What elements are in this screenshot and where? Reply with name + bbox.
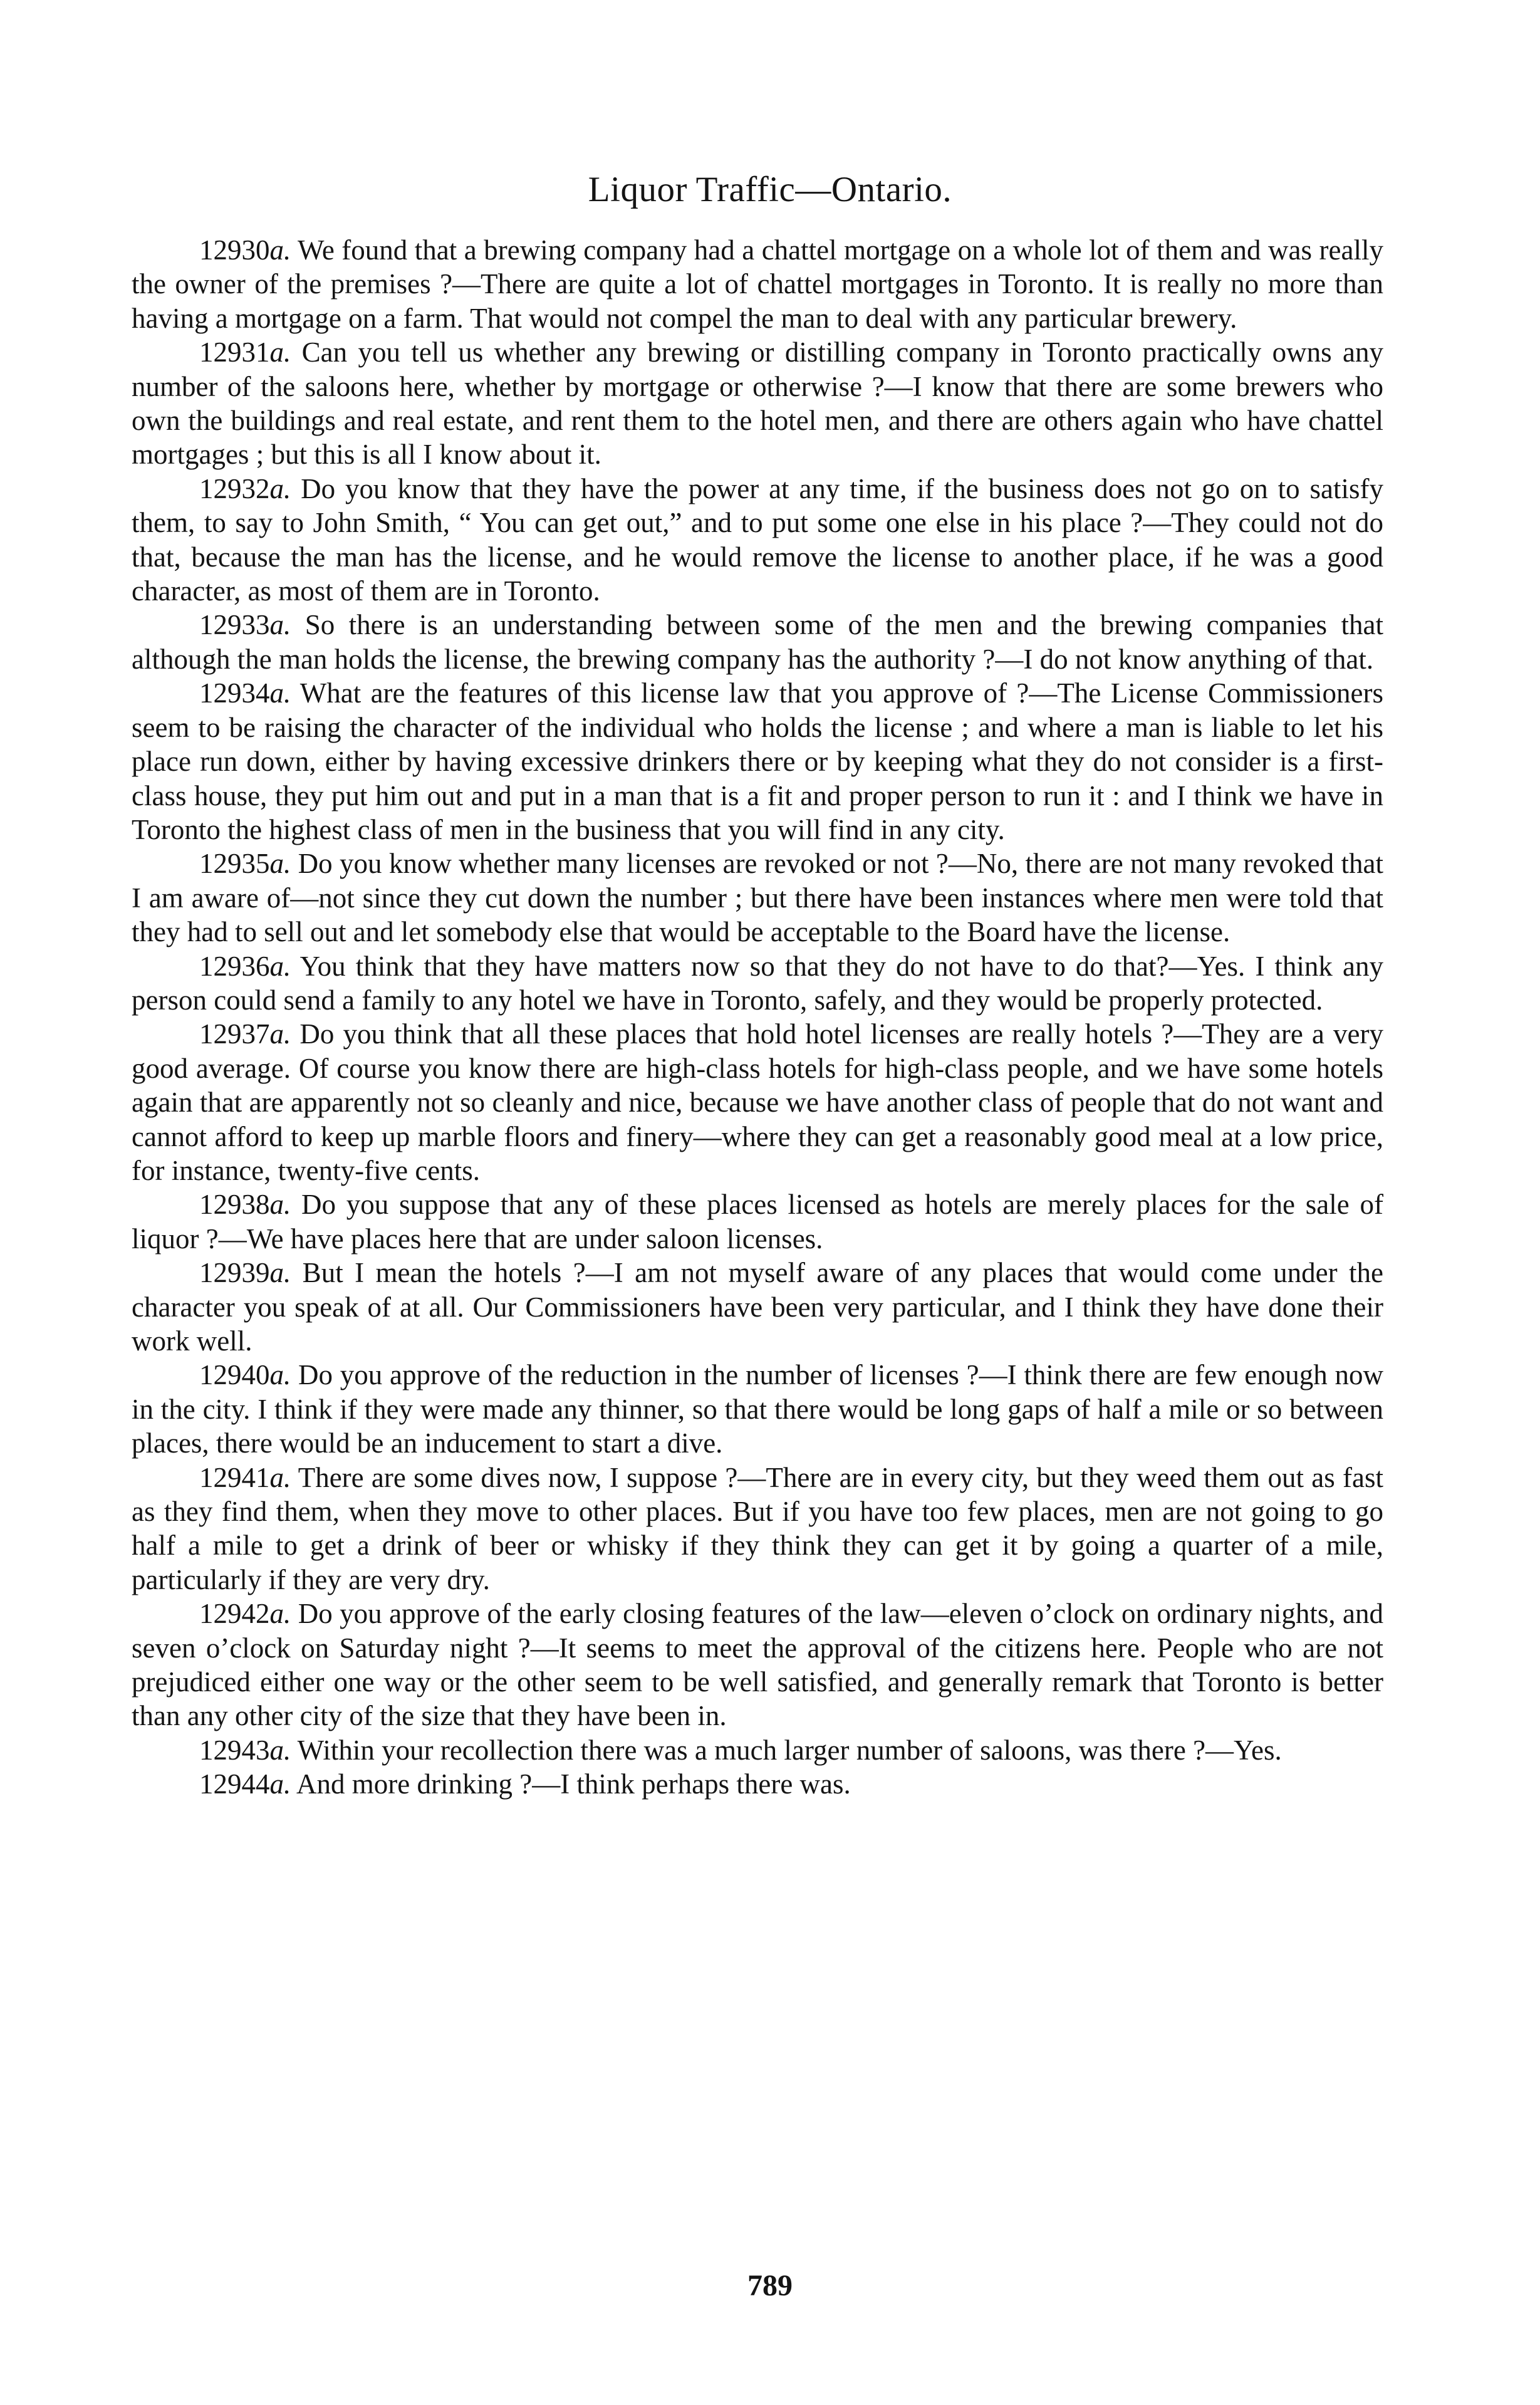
question-paragraph-12936 xyxy=(132,949,1383,1018)
question-number: 12930a. xyxy=(199,234,291,266)
question-text: And more drinking ?—I think perhaps there was. xyxy=(291,1768,851,1800)
question-text: Do you know that they have the power at any time, if the business does not go on to satisfy them, to say to John Smith, “ You can get out,” and to put some one else in his place ?—They could not do that, because the man has the license, and he would remove the license to another place, if he was a good character, as most of them are in Toronto. xyxy=(132,472,1383,607)
question-text: Do you approve of the reduction in the number of licenses ?—I think there are few enough now in the city. I think if they were made any thinner, so that there would be long gaps of half a mile or so between places, there would be an inducement to start a dive. xyxy=(132,1359,1383,1459)
question-paragraph-12931 xyxy=(132,335,1383,472)
question-paragraph-12940 xyxy=(132,1358,1383,1460)
question-number: 12937a. xyxy=(199,1018,291,1050)
question-text: There are some dives now, I suppose ?—There are in every city, but they weed them out as fast as they find them, when they move to other places. But if you have too few places, men are not going to go half a mile to get a drink of beer or whisky if they think they can get it by going a quarter of a mile, particularly if they are very dry. xyxy=(132,1461,1383,1595)
question-number: 12944a. xyxy=(199,1768,291,1800)
question-text: Do you know whether many licenses are revoked or not ?—No, there are not many revoked that I am aware of—not since they cut down the number ; but there have been instances where men were told that they had to sell out and let somebody else that would be acceptable to the Board have the license. xyxy=(132,848,1383,948)
question-paragraph-12942 xyxy=(132,1597,1383,1733)
question-number: 12939a. xyxy=(199,1257,291,1289)
question-text: We found that a brewing company had a chattel mortgage on a whole lot of them and was really the owner of the premises ?—There are quite a lot of chattel mortgages in Toronto. It is really no more than having a mortgage on a farm. That would not compel the man to deal with any particular brewery. xyxy=(132,234,1383,334)
question-number: 12935a. xyxy=(199,848,291,880)
question-paragraph-12941 xyxy=(132,1461,1383,1597)
question-paragraph-12937 xyxy=(132,1017,1383,1187)
question-paragraph-12943 xyxy=(132,1733,1383,1767)
question-text: Do you think that all these places that hold hotel licenses are really hotels ?—They are a very good average. Of course you know there are high-class hotels for high-class people, and we have some hotels again that are apparently not so cleanly and nice, because we have another class of people that do not want and cannot afford to keep up marble floors and finery—where they can get a reasonably good meal at a low price, for instance, twenty-five cents. xyxy=(132,1018,1383,1186)
question-text: But I mean the hotels ?—I am not myself aware of any places that would come under the character you speak of at all. Our Commissioners have been very particular, and I think they have done their work well. xyxy=(132,1257,1383,1357)
question-paragraph-12932 xyxy=(132,472,1383,608)
question-number: 12941a. xyxy=(199,1461,291,1493)
question-number: 12931a. xyxy=(199,336,291,368)
testimony-body xyxy=(132,233,1383,1802)
question-text: Within your recollection there was a much larger number of saloons, was there ?—Yes. xyxy=(291,1734,1282,1766)
question-number: 12934a. xyxy=(199,677,291,709)
question-paragraph-12934 xyxy=(132,676,1383,847)
question-paragraph-12935 xyxy=(132,847,1383,949)
question-number: 12933a. xyxy=(199,609,291,641)
question-text: So there is an understanding between some of the men and the brewing companies that although the man holds the license, the brewing company has the authority ?—I do not know anything of that. xyxy=(132,609,1383,675)
question-text: You think that they have matters now so that they do not have to do that?—Yes. I think any person could send a family to any hotel we have in Toronto, safely, and they would be properly protected. xyxy=(132,950,1383,1016)
question-paragraph-12944 xyxy=(132,1767,1383,1801)
question-paragraph-12930 xyxy=(132,233,1383,335)
page-number: 789 xyxy=(747,2269,793,2302)
question-text: Do you suppose that any of these places licensed as hotels are merely places for the sale of liquor ?—We have places here that are under saloon licenses. xyxy=(132,1189,1383,1255)
running-header: Liquor Traffic—Ontario. xyxy=(588,170,952,209)
question-number: 12940a. xyxy=(199,1359,291,1391)
question-number: 12936a. xyxy=(199,950,291,982)
question-paragraph-12939 xyxy=(132,1256,1383,1358)
question-paragraph-12933 xyxy=(132,608,1383,676)
question-text: Do you approve of the early closing features of the law—eleven o’clock on ordinary nights, and seven o’clock on Saturday night ?—It seems to meet the approval of the citizens here. People who are not prejudiced either one way or the other seem to be well satisfied, and generally remark that Toronto is better than any other city of the size that they have been in. xyxy=(132,1598,1383,1732)
question-number: 12932a. xyxy=(199,472,291,504)
question-text: What are the features of this license law that you approve of ?—The License Commissioners seem to be raising the character of the individual who holds the license ; and where a man is liable to let his place run down, either by having excessive drinkers there or by keeping what they do not consider is a first-class house, they put him out and put in a man that is a fit and proper person to run it : and I think we have in Toronto the highest class of men in the business that you will find in any city. xyxy=(132,677,1383,845)
question-paragraph-12938 xyxy=(132,1187,1383,1256)
question-number: 12938a. xyxy=(199,1189,291,1221)
question-text: Can you tell us whether any brewing or distilling company in Toronto practically owns any number of the saloons here, whether by mortgage or otherwise ?—I know that there are some brewers who own the buildings and real estate, and rent them to the hotel men, and there are others again who have chattel mortgages ; but this is all I know about it. xyxy=(132,336,1383,471)
question-number: 12943a. xyxy=(199,1734,291,1766)
question-number: 12942a. xyxy=(199,1598,291,1630)
